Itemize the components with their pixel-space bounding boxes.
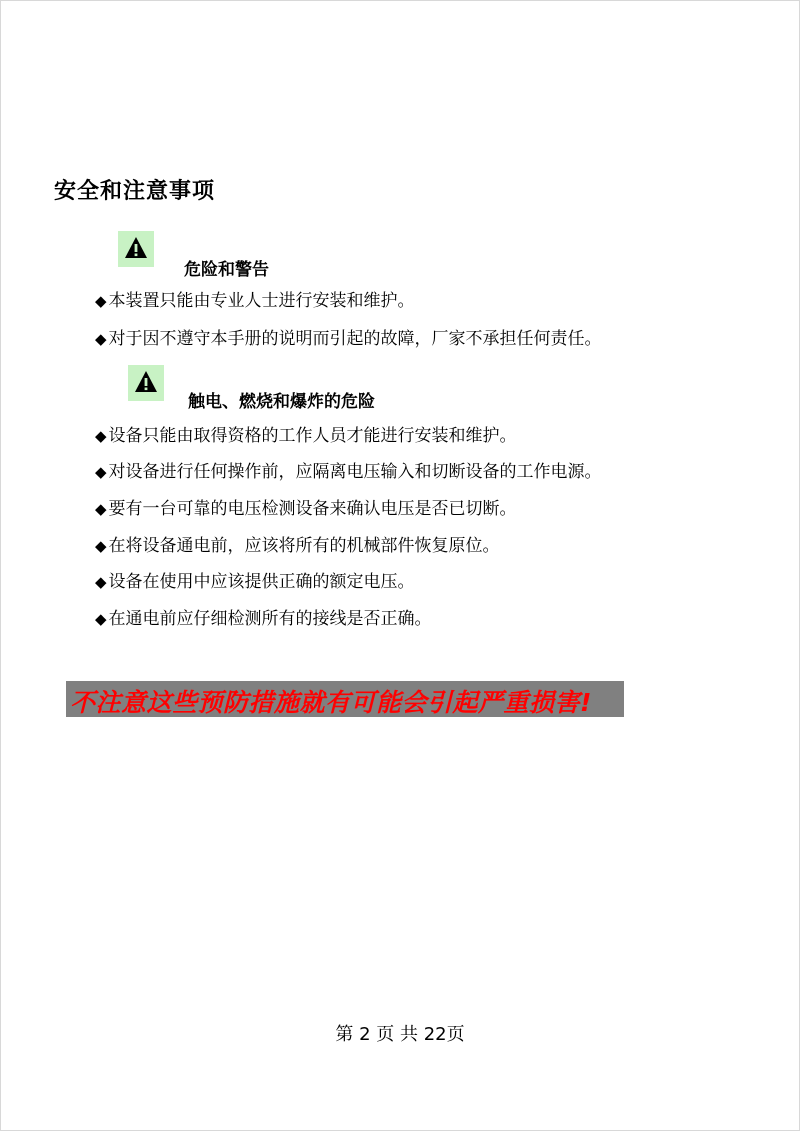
warning-triangle-icon [118,231,154,267]
bullet-diamond-icon: ◆ [95,330,107,348]
page-number-footer: 第 2 页 共 22页 [335,1024,465,1045]
list-item-text: 要有一台可靠的电压检测设备来确认电压是否已切断。 [108,499,517,519]
list-item-text: 设备在使用中应该提供正确的额定电压。 [108,572,415,592]
section-danger-header [118,231,418,280]
bullet-diamond-icon: ◆ [95,573,107,591]
list-item [95,498,517,520]
list-item-text: 本装置只能由专业人士进行安装和维护。 [108,291,415,311]
bullet-diamond-icon: ◆ [95,537,107,555]
list-item [95,290,415,312]
list-item-text: 对设备进行任何操作前，应隔离电压输入和切断设备的工作电源。 [108,462,602,482]
list-item [95,425,517,447]
list-item-text: 对于因不遵守本手册的说明而引起的故障，厂家不承担任何责任。 [108,329,602,349]
section-shock-label: 触电、燃烧和爆炸的危险 [188,392,375,412]
bullet-diamond-icon: ◆ [95,463,107,481]
list-item [95,461,602,483]
list-item [95,328,602,350]
warning-banner [66,681,624,717]
section-shock-header [128,365,448,412]
list-item [95,571,415,593]
bullet-diamond-icon: ◆ [95,610,107,628]
warning-banner-text: 不注意这些预防措施就有可能会引起严重损害! [70,688,592,717]
section-danger-label: 危险和警告 [184,260,269,280]
bullet-diamond-icon: ◆ [95,427,107,445]
list-item-text: 在将设备通电前，应该将所有的机械部件恢复原位。 [108,536,500,556]
page-title: 安全和注意事项 [54,179,216,204]
warning-triangle-icon [128,365,164,401]
bullet-diamond-icon: ◆ [95,500,107,518]
list-item-text: 在通电前应仔细检测所有的接线是否正确。 [108,609,432,629]
list-item-text: 设备只能由取得资格的工作人员才能进行安装和维护。 [108,426,517,446]
list-item [95,608,432,630]
list-item [95,535,500,557]
bullet-diamond-icon: ◆ [95,292,107,310]
